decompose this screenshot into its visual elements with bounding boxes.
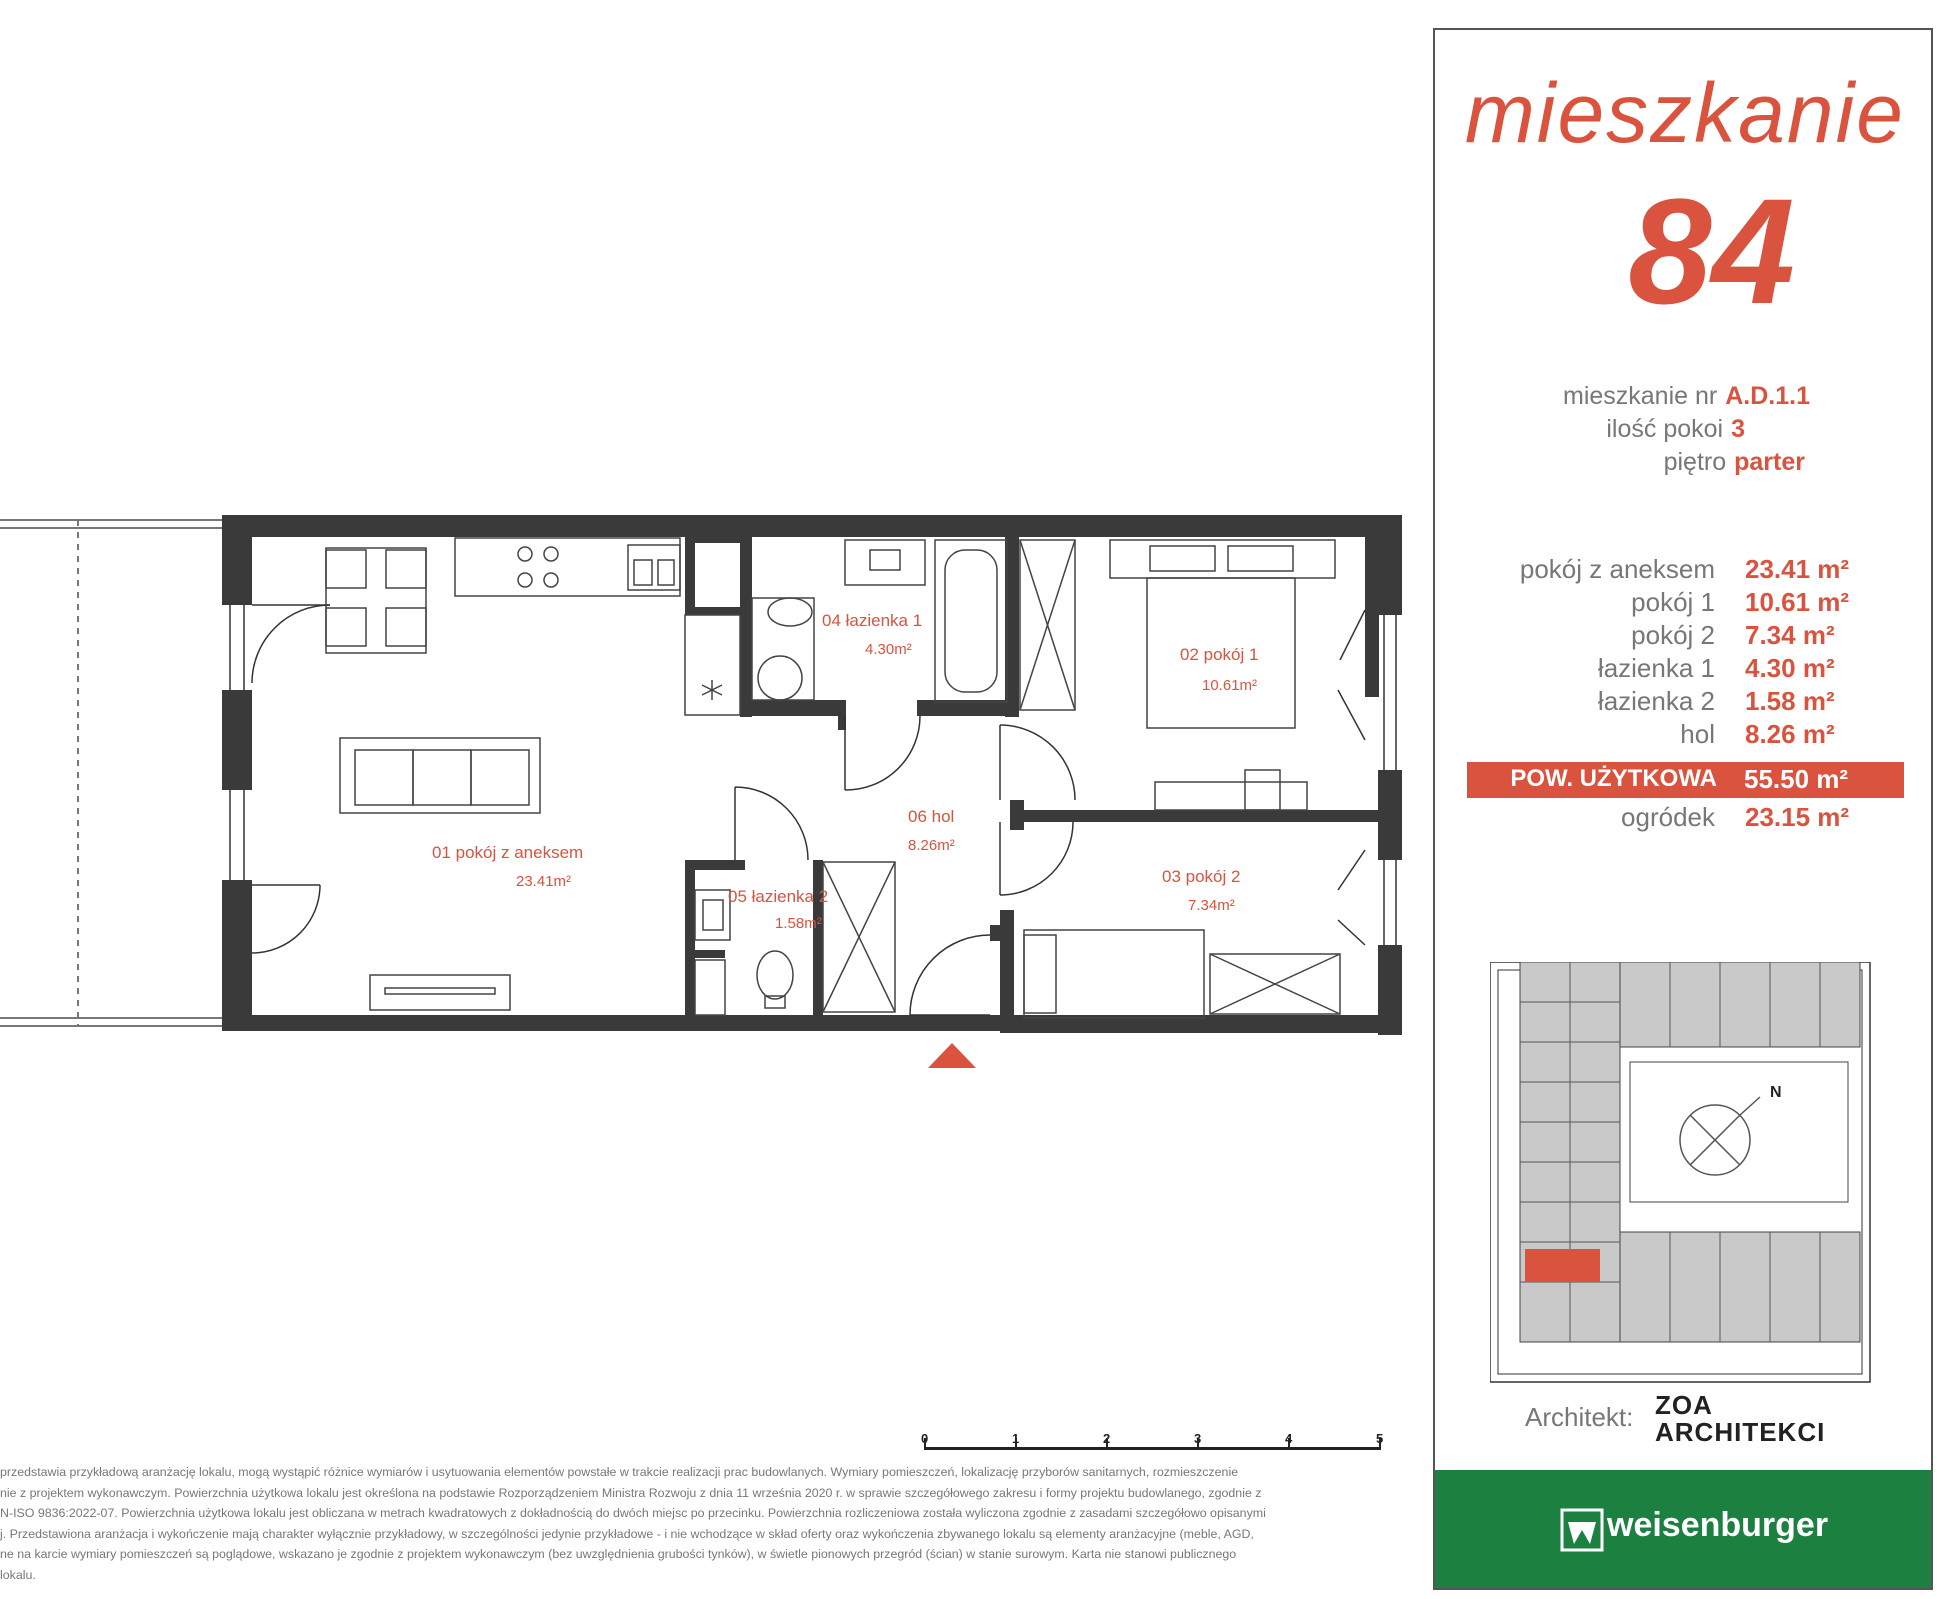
area-row bbox=[1435, 653, 1935, 686]
scale-tick-1: 1 bbox=[1012, 1431, 1020, 1446]
room-05-area: 1.58m² bbox=[775, 915, 822, 932]
rooms-label: ilość pokoi bbox=[1606, 415, 1724, 443]
area-row bbox=[1435, 620, 1935, 653]
unit-value: A.D.1.1 bbox=[1725, 382, 1810, 410]
scale-tick-5: 5 bbox=[1376, 1431, 1384, 1446]
area-row bbox=[1435, 719, 1935, 752]
disclaimer-line: nie z projektem wykonawczym. Powierzchnia użytkowa lokalu jest określona na podstawie Rozporządzeniem Ministra Rozwoju z dnia 11 września 2020 r. w sprawie szczegółowego zakresu i formy projektu budowlanego, zgodnie z bbox=[0, 1485, 1262, 1500]
unit-info-row bbox=[1435, 382, 1810, 411]
site-plan bbox=[1490, 962, 1880, 1387]
disclaimer-line: j. Przedstawiona aranżacja i wykończenie mają charakter wyłącznie przykładowy, w szczególności jedynie przykładowe - i nie wchodzące w skład oferty oraz wykończenia zbywanego lokalu są elementy aranżacyjne (meble, AGD, bbox=[0, 1526, 1254, 1541]
brand-footer bbox=[1435, 1470, 1931, 1588]
area-value: 4.30 m² bbox=[1745, 653, 1835, 683]
room-04-area: 4.30m² bbox=[865, 641, 912, 658]
area-label: łazienka 1 bbox=[1597, 653, 1715, 683]
room-04-name: 04 łazienka 1 bbox=[822, 611, 923, 630]
room-06-area: 8.26m² bbox=[908, 837, 955, 854]
architect-name-line1: ZOA bbox=[1655, 1390, 1713, 1420]
total-area-label: POW. UŻYTKOWA bbox=[1510, 765, 1717, 792]
disclaimer-line: ne na karcie wymiary pomieszczeń są poglądowe, wskazano je zgodnie z projektem wykonawczym (bez uwzględnienia grubości tynków), w świetle pionowych przegród (ścian) w stanie surowym. Karta nie stanowi publicznego bbox=[0, 1547, 1237, 1561]
apartment-number: 84 bbox=[1628, 167, 1795, 335]
floor-label: piętro bbox=[1663, 448, 1727, 476]
area-label: łazienka 2 bbox=[1597, 686, 1715, 716]
north-label: N bbox=[1770, 1084, 1782, 1101]
area-value: 7.34 m² bbox=[1745, 620, 1835, 650]
area-row bbox=[1435, 686, 1935, 719]
scale-bar bbox=[921, 1431, 1383, 1450]
area-value: 1.58 m² bbox=[1745, 686, 1835, 716]
scale-tick-2: 2 bbox=[1103, 1431, 1111, 1446]
area-label: pokój 1 bbox=[1631, 587, 1715, 617]
architect-name bbox=[1655, 1392, 1825, 1446]
brand-name: weisenburger bbox=[1607, 1506, 1829, 1544]
interior-walls bbox=[685, 537, 1382, 1020]
area-row bbox=[1435, 587, 1935, 620]
area-label: pokój 2 bbox=[1631, 620, 1715, 650]
room-03-area: 7.34m² bbox=[1188, 897, 1235, 914]
area-row bbox=[1435, 554, 1935, 587]
garden-terrace bbox=[0, 520, 222, 1026]
disclaimer-line: lokalu. bbox=[0, 1567, 36, 1582]
outer-walls bbox=[222, 515, 1402, 1035]
entrance-arrow bbox=[928, 1043, 976, 1068]
disclaimer-line: N-ISO 9836:2022-07. Powierzchnia użytkowa lokalu jest obliczana w metrach kwadratowych z dokładnością do dwóch miejsc po przecinku. Powierzchnia rozliczeniowa została wyliczona zgodnie z zasadami szczegółowo opisanymi bbox=[0, 1506, 1266, 1520]
disclaimer bbox=[0, 1462, 1400, 1585]
scale-tick-0: 0 bbox=[921, 1431, 929, 1446]
disclaimer-line: przedstawia przykładową aranżację lokalu, mogą wystąpić różnice wymiarów i usytuowania elementów powstałe w trakcie realizacji prac budowlanych. Wymiary pomieszczeń, lokalizację przyborów sanitarnych, rozmieszczenie bbox=[0, 1465, 1239, 1479]
room-03-name: 03 pokój 2 bbox=[1162, 867, 1241, 886]
architect-name-line2: ARCHITEKCI bbox=[1655, 1417, 1826, 1447]
room-01-area: 23.41m² bbox=[516, 873, 572, 890]
rooms-info-row bbox=[1435, 415, 1745, 444]
room-05-name: 05 łazienka 2 bbox=[728, 887, 829, 906]
area-value: 8.26 m² bbox=[1745, 719, 1835, 749]
room-02-area: 10.61m² bbox=[1202, 677, 1258, 694]
brand-logo-icon bbox=[1560, 1508, 1604, 1552]
scale-tick-4: 4 bbox=[1285, 1431, 1293, 1446]
scale-tick-3: 3 bbox=[1194, 1431, 1202, 1446]
furniture bbox=[326, 538, 1340, 1018]
room-01-name: 01 pokój z aneksem bbox=[432, 843, 584, 862]
garden-label: ogródek bbox=[1621, 802, 1715, 832]
floor-info-row bbox=[1435, 448, 1805, 477]
area-label: hol bbox=[1680, 719, 1715, 749]
total-area-value: 55.50 m² bbox=[1744, 764, 1849, 794]
garden-row bbox=[1435, 802, 1935, 835]
area-label: pokój z aneksem bbox=[1519, 554, 1715, 584]
area-value: 23.41 m² bbox=[1745, 554, 1850, 584]
area-value: 10.61 m² bbox=[1745, 587, 1850, 617]
room-06-name: 06 hol bbox=[908, 807, 955, 826]
architect-label: Architekt: bbox=[1525, 1402, 1634, 1432]
room-02-name: 02 pokój 1 bbox=[1180, 645, 1259, 664]
title-word: mieszkanie bbox=[1464, 66, 1905, 160]
garden-value: 23.15 m² bbox=[1745, 802, 1850, 832]
floor-value: parter bbox=[1734, 448, 1805, 476]
unit-label: mieszkanie nr bbox=[1563, 382, 1718, 410]
info-panel bbox=[1433, 28, 1933, 1590]
total-area-bar bbox=[1467, 762, 1904, 798]
rooms-value: 3 bbox=[1731, 415, 1745, 443]
